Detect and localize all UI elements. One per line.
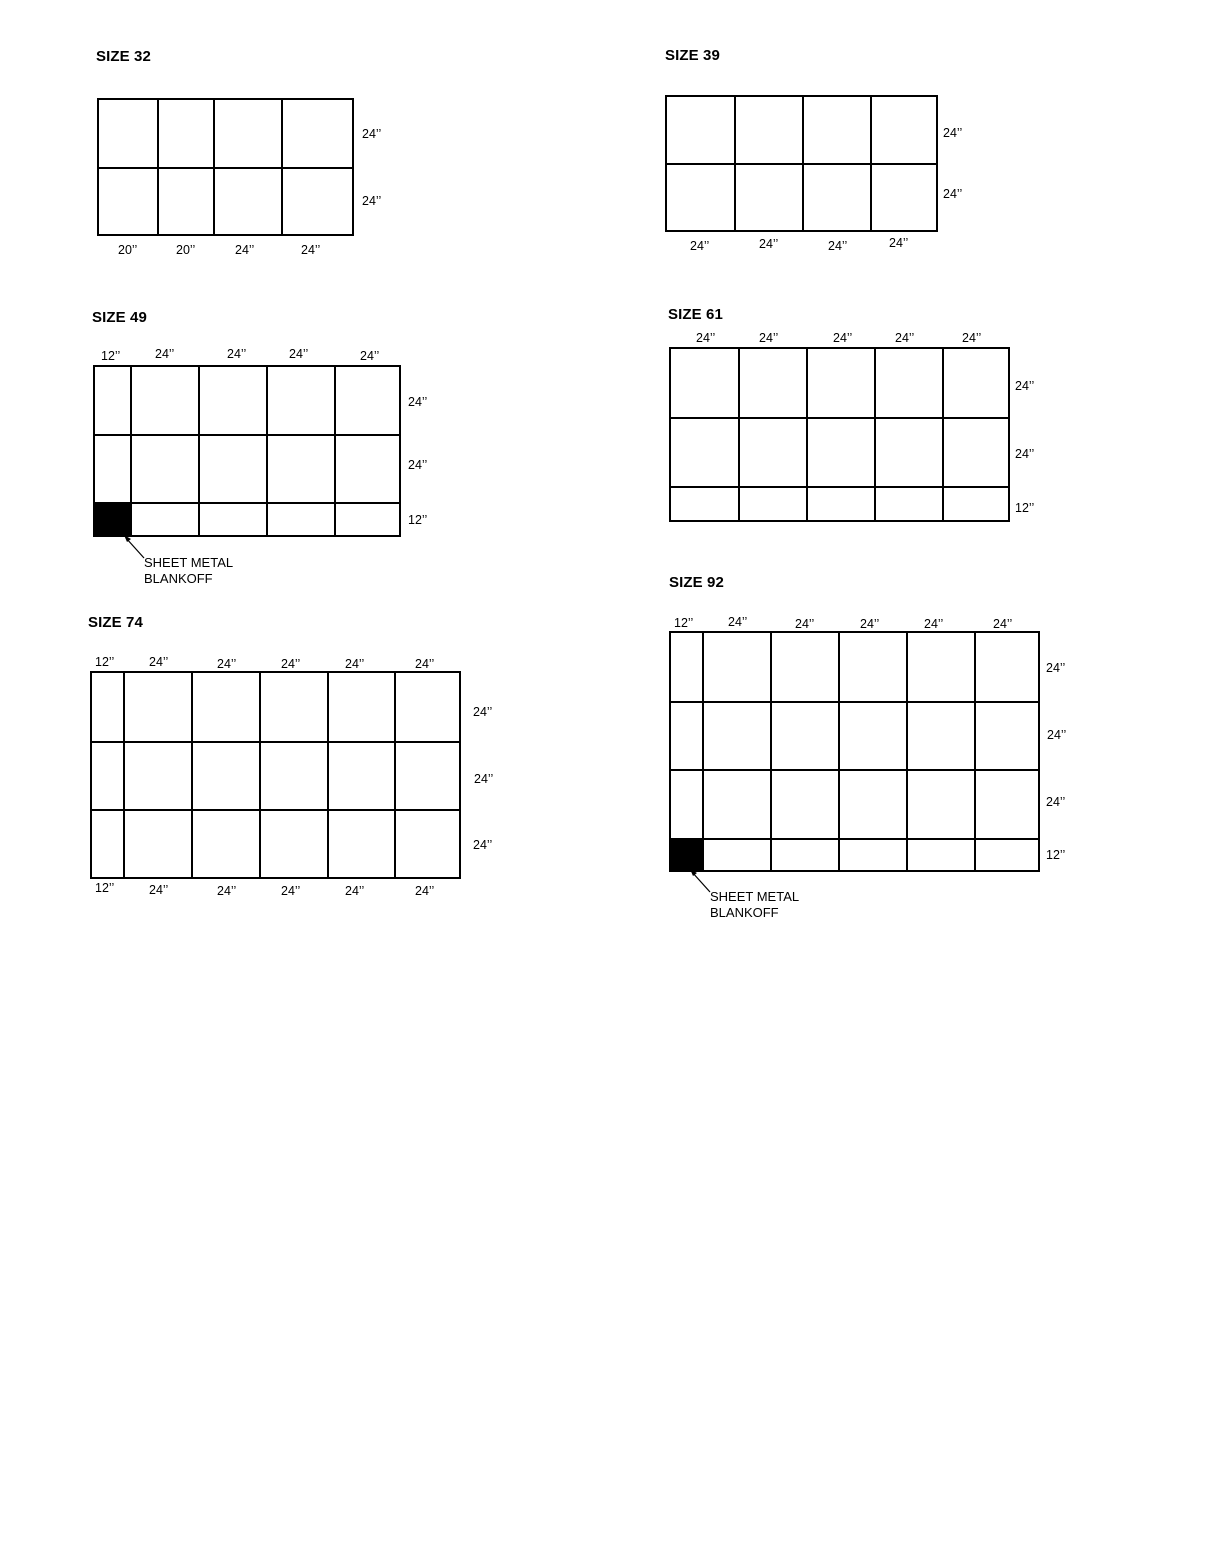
column-width-label: 24’’: [281, 884, 301, 898]
column-divider: [198, 367, 200, 535]
column-divider: [394, 673, 396, 877]
column-width-label: 24’’: [962, 331, 982, 345]
column-divider: [123, 673, 125, 877]
row-height-label: 24’’: [1046, 661, 1066, 675]
column-divider: [838, 633, 840, 870]
column-width-label: 24’’: [289, 347, 309, 361]
column-divider: [770, 633, 772, 870]
row-height-label: 24’’: [408, 395, 428, 409]
row-height-label: 12’’: [1015, 501, 1035, 515]
column-width-label: 12’’: [101, 349, 121, 363]
column-width-label: 24’’: [345, 657, 365, 671]
row-height-label: 24’’: [408, 458, 428, 472]
row-height-label: 24’’: [1047, 728, 1067, 742]
column-divider: [738, 349, 740, 520]
column-divider: [130, 367, 132, 535]
row-height-label: 24’’: [1046, 795, 1066, 809]
row-divider: [99, 167, 352, 169]
column-divider: [191, 673, 193, 877]
size-49-filter-grid: [93, 365, 401, 537]
row-height-label: 12’’: [408, 513, 428, 527]
blankoff-callout: [710, 889, 799, 921]
column-width-label: 24’’: [895, 331, 915, 345]
column-width-label: 24’’: [924, 617, 944, 631]
row-height-label: 24’’: [943, 126, 963, 140]
row-height-label: 24’’: [474, 772, 494, 786]
column-width-label: 24’’: [828, 239, 848, 253]
row-height-label: 12’’: [1046, 848, 1066, 862]
size-92-filter-grid: [669, 631, 1040, 872]
size-74-filter-grid: [90, 671, 461, 879]
column-width-label: 24’’: [149, 655, 169, 669]
column-width-label: 24’’: [690, 239, 710, 253]
row-divider: [92, 809, 459, 811]
size-39-filter-grid: [665, 95, 938, 232]
column-divider: [942, 349, 944, 520]
column-width-label: 20’’: [176, 243, 196, 257]
column-width-label: 12’’: [95, 655, 115, 669]
column-width-label: 24’’: [345, 884, 365, 898]
row-divider: [671, 838, 1038, 840]
row-divider: [671, 417, 1008, 419]
callout-line: SHEET METAL: [144, 555, 234, 570]
callout-line: SHEET METAL: [710, 889, 800, 904]
column-width-label: 20’’: [118, 243, 138, 257]
column-width-label: 24’’: [155, 347, 175, 361]
column-divider: [266, 367, 268, 535]
row-divider: [671, 769, 1038, 771]
row-height-label: 24’’: [473, 705, 493, 719]
column-divider: [702, 633, 704, 870]
column-width-label: 24’’: [217, 657, 237, 671]
column-width-label: 12’’: [95, 881, 115, 895]
size-49-title: SIZE 49: [92, 309, 147, 326]
column-divider: [259, 673, 261, 877]
callout-line: BLANKOFF: [144, 571, 213, 586]
column-width-label: 24’’: [795, 617, 815, 631]
column-width-label: 12’’: [674, 616, 694, 630]
column-width-label: 24’’: [759, 237, 779, 251]
row-height-label: 24’’: [473, 838, 493, 852]
blankoff-callout: [144, 555, 233, 587]
size-32-title: SIZE 32: [96, 48, 151, 65]
row-height-label: 24’’: [362, 194, 382, 208]
column-width-label: 24’’: [833, 331, 853, 345]
column-width-label: 24’’: [889, 236, 909, 250]
size-39-title: SIZE 39: [665, 47, 720, 64]
size-32-filter-grid: [97, 98, 354, 236]
column-width-label: 24’’: [235, 243, 255, 257]
column-divider: [334, 367, 336, 535]
callout-line: BLANKOFF: [710, 905, 779, 920]
row-height-label: 24’’: [362, 127, 382, 141]
column-divider: [806, 349, 808, 520]
row-height-label: 24’’: [1015, 379, 1035, 393]
size-92-title: SIZE 92: [669, 574, 724, 591]
column-width-label: 24’’: [415, 884, 435, 898]
column-width-label: 24’’: [301, 243, 321, 257]
size-74-title: SIZE 74: [88, 614, 143, 631]
column-width-label: 24’’: [281, 657, 301, 671]
row-divider: [95, 434, 399, 436]
column-width-label: 24’’: [227, 347, 247, 361]
row-divider: [92, 741, 459, 743]
column-width-label: 24’’: [696, 331, 716, 345]
row-divider: [667, 163, 936, 165]
row-height-label: 24’’: [943, 187, 963, 201]
column-width-label: 24’’: [728, 615, 748, 629]
column-width-label: 24’’: [993, 617, 1013, 631]
column-divider: [974, 633, 976, 870]
row-divider: [671, 701, 1038, 703]
row-divider: [95, 502, 399, 504]
column-width-label: 24’’: [759, 331, 779, 345]
column-width-label: 24’’: [149, 883, 169, 897]
column-width-label: 24’’: [415, 657, 435, 671]
column-width-label: 24’’: [360, 349, 380, 363]
column-width-label: 24’’: [217, 884, 237, 898]
column-divider: [874, 349, 876, 520]
row-divider: [671, 486, 1008, 488]
size-61-title: SIZE 61: [668, 306, 723, 323]
column-divider: [906, 633, 908, 870]
row-height-label: 24’’: [1015, 447, 1035, 461]
column-divider: [327, 673, 329, 877]
size-61-filter-grid: [669, 347, 1010, 522]
column-width-label: 24’’: [860, 617, 880, 631]
